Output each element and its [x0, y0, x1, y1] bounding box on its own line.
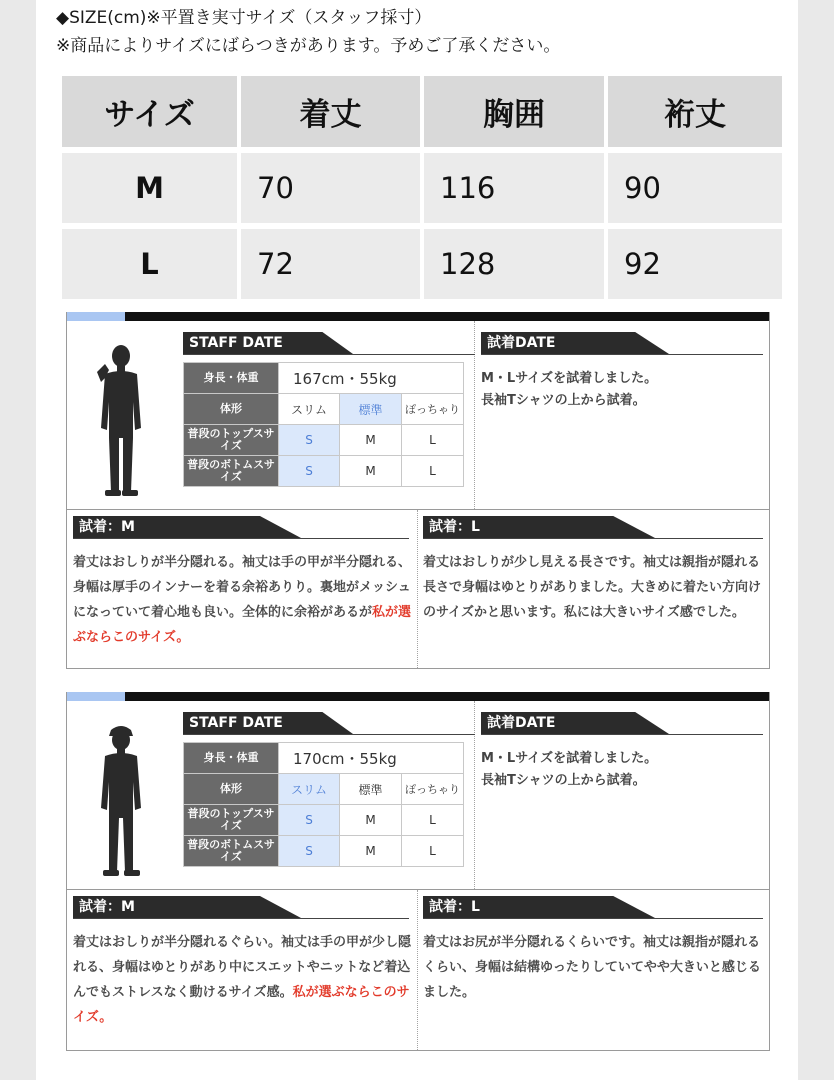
tag-rule [73, 918, 409, 919]
tag-rule [481, 354, 763, 355]
staff-card-1 [66, 312, 770, 669]
size-intro-line1: ◆SIZE(cm)※平置き実寸サイズ（スタッフ採寸） [56, 8, 432, 28]
size-option-m: M [340, 836, 402, 867]
header-size: サイズ [62, 76, 237, 147]
size-intro-line2: ※商品によりサイズにばらつきがあります。予めご了承ください。 [56, 36, 561, 56]
staff-date-tag [183, 712, 475, 740]
height-weight-label: 身長・体重 [184, 743, 279, 774]
size-option-l: L [402, 456, 464, 487]
divider [67, 889, 769, 890]
try-m-body: 着丈はおしりが半分隠れるぐらい。袖丈は手の甲が少し隠れる、身幅はゆとりがあり中にスエットやニットなど着込んでもストレスなく動けるサイズ感。 [73, 935, 412, 1000]
staff-silhouette-icon [87, 722, 157, 882]
size-intro [56, 4, 560, 60]
try-m-highlight: 私が選ぶならこのサイズ。 [73, 605, 412, 645]
table-row [184, 425, 464, 456]
table-cell: 72 [241, 229, 420, 299]
trial-date-tag [481, 332, 763, 360]
card-accent [67, 312, 125, 321]
staff-silhouette-icon [87, 342, 157, 502]
trial-date-tag [481, 712, 763, 740]
divider [417, 890, 418, 1050]
try-m-title: 試着：M [79, 519, 135, 535]
tag-rule [423, 918, 763, 919]
size-option-l: L [402, 425, 464, 456]
body-option-standard: 標準 [340, 394, 402, 425]
staff-date-tag [183, 332, 475, 360]
header-sleeve: 裄丈 [608, 76, 782, 147]
try-l-text: 着丈はお尻が半分隠れるくらいです。袖丈は親指が隠れるくらい、身幅は結構ゆったりしていてやや大きいと感じるました。 [423, 935, 761, 1000]
divider [417, 510, 418, 668]
table-cell: 90 [608, 153, 782, 223]
row-size-label: L [62, 229, 237, 299]
table-cell: 70 [241, 153, 420, 223]
table-cell: 116 [424, 153, 604, 223]
trial-date-label: 試着DATE [487, 715, 556, 731]
height-weight-value: 167cm・55kg [279, 363, 464, 394]
bottoms-size-label: 普段のボトムスサイズ [184, 456, 279, 487]
trial-date-label: 試着DATE [487, 335, 556, 351]
table-row [184, 456, 464, 487]
try-m-title: 試着：M [79, 899, 135, 915]
size-option-s: S [279, 456, 340, 487]
try-m-tag [73, 896, 409, 924]
tag-rule [183, 354, 475, 355]
card-accent [67, 692, 125, 701]
staff-date-label: STAFF DATE [189, 715, 283, 731]
table-row [184, 836, 464, 867]
table-row [62, 153, 782, 223]
body-type-label: 体形 [184, 394, 279, 425]
size-option-m: M [340, 425, 402, 456]
table-row [62, 229, 782, 299]
header-length: 着丈 [241, 76, 420, 147]
body-option-standard: 標準 [340, 774, 402, 805]
tag-rule [183, 734, 475, 735]
bottoms-size-label: 普段のボトムスサイズ [184, 836, 279, 867]
table-row [184, 774, 464, 805]
size-option-l: L [402, 836, 464, 867]
table-row [184, 743, 464, 774]
table-row [184, 394, 464, 425]
height-weight-value: 170cm・55kg [279, 743, 464, 774]
row-size-label: M [62, 153, 237, 223]
body-option-chubby: ぽっちゃり [402, 394, 464, 425]
size-table-header [62, 76, 782, 147]
page [36, 0, 798, 1080]
card-top-bar [67, 692, 769, 701]
staff-card-2 [66, 692, 770, 1051]
size-option-m: M [340, 456, 402, 487]
staff-date-label: STAFF DATE [189, 335, 283, 351]
body-type-label: 体形 [184, 774, 279, 805]
card-top-bar [67, 312, 769, 321]
height-weight-label: 身長・体重 [184, 363, 279, 394]
tops-size-label: 普段のトップスサイズ [184, 805, 279, 836]
trial-note: M・Lサイズを試着しました。 長袖Tシャツの上から試着。 [481, 751, 658, 788]
staff-profile-table [183, 742, 464, 867]
tops-size-label: 普段のトップスサイズ [184, 425, 279, 456]
try-m-body: 着丈はおしりが半分隠れる。袖丈は手の甲が半分隠れる、身幅は厚手のインナーを着る余裕ありり。裏地がメッシュになっていて着心地も良い。全体的に余裕があるが [73, 555, 412, 620]
size-option-s: S [279, 805, 340, 836]
tag-rule [423, 538, 763, 539]
size-option-m: M [340, 805, 402, 836]
size-option-l: L [402, 805, 464, 836]
try-m-text [73, 550, 413, 650]
try-l-tag [423, 896, 763, 924]
trial-note: M・Lサイズを試着しました。 長袖Tシャツの上から試着。 [481, 371, 658, 408]
try-m-text [73, 930, 413, 1030]
body-option-slim: スリム [279, 394, 340, 425]
try-l-text: 着丈はおしりが少し見える長さです。袖丈は親指が隠れる長さで身幅はゆとりがありました。大きめに着たい方向けのサイズかと思います。私には大きいサイズ感でした。 [423, 555, 762, 620]
divider [67, 509, 769, 510]
try-l-title: 試着：L [429, 899, 480, 915]
table-cell: 128 [424, 229, 604, 299]
tag-rule [481, 734, 763, 735]
body-option-slim: スリム [279, 774, 340, 805]
table-cell: 92 [608, 229, 782, 299]
header-chest: 胸囲 [424, 76, 604, 147]
try-m-tag [73, 516, 409, 544]
table-row [184, 805, 464, 836]
size-option-s: S [279, 836, 340, 867]
size-table [58, 70, 786, 305]
try-l-tag [423, 516, 763, 544]
tag-rule [73, 538, 409, 539]
staff-profile-table [183, 362, 464, 487]
try-m-highlight: 私が選ぶならこのサイズ。 [73, 985, 410, 1025]
body-option-chubby: ぽっちゃり [402, 774, 464, 805]
size-option-s: S [279, 425, 340, 456]
table-row [184, 363, 464, 394]
try-l-title: 試着：L [429, 519, 480, 535]
